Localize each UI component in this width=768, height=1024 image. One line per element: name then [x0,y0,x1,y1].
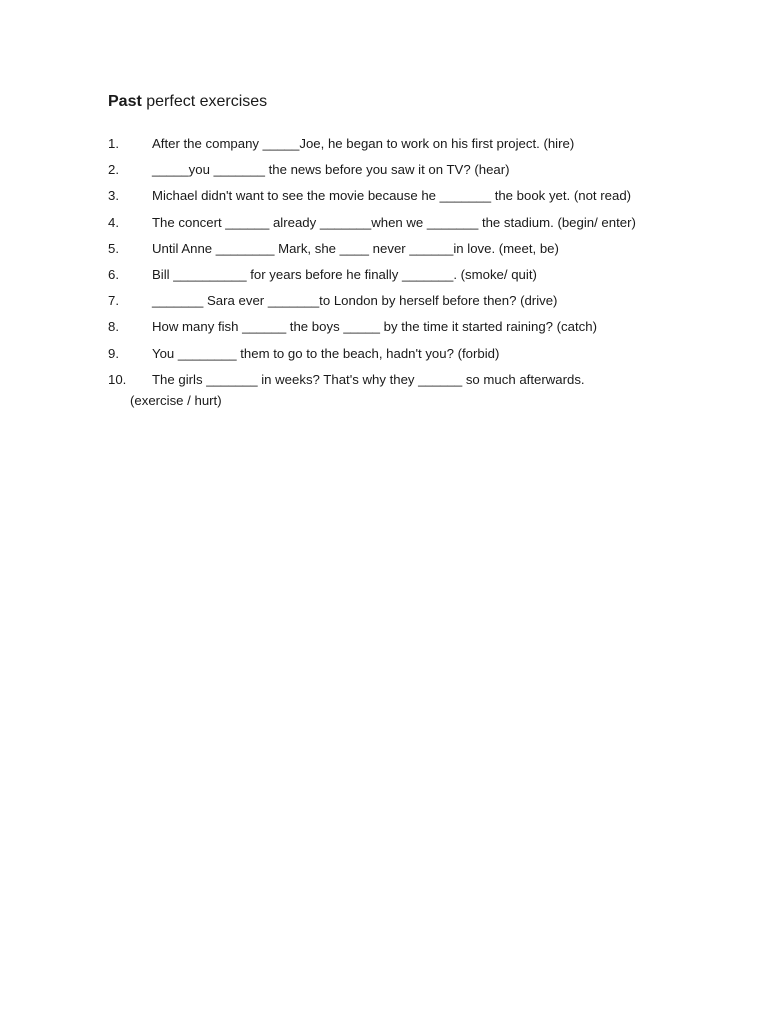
exercise-sentence: Michael didn't want to see the movie because he _______ the book yet. (not read) [152,188,632,204]
exercise-list [108,134,708,408]
exercise-item [108,317,708,343]
exercise-item [108,265,708,291]
exercise-item [108,134,708,160]
exercise-item [108,186,708,212]
exercise-number: 9. [108,345,119,361]
exercise-sentence: Bill __________ for years before he finally _______. (smoke/ quit) [152,266,537,282]
exercise-sentence: After the company _____Joe, he began to work on his first project. (hire) [152,136,575,151]
exercise-number: 2. [108,162,119,178]
exercise-sentence: _______ Sara ever _______to London by herself before then? (drive) [152,293,558,309]
exercise-sentence: _____you _______ the news before you saw it on TV? (hear) [152,162,510,178]
exercise-number: 7. [108,293,119,309]
exercise-sentence: The girls _______ in weeks? That's why they ______ so much afterwards. [152,371,585,387]
exercise-hint-continuation: (exercise / hurt) [130,392,222,408]
exercise-number: 8. [108,319,119,335]
exercise-number: 3. [108,188,119,204]
exercise-sentence: The concert ______ already _______when we _______ the stadium. (begin/ enter) [152,214,636,230]
title-bold-word: Past [108,93,142,110]
exercise-sentence: How many fish ______ the boys _____ by the time it started raining? (catch) [152,319,597,335]
exercise-number: 1. [108,136,119,151]
exercise-number: 5. [108,240,119,256]
exercise-item [108,213,708,239]
exercise-number: 10. [108,371,127,387]
exercise-item [108,344,708,370]
exercise-item [108,160,708,186]
exercise-number: 4. [108,214,119,230]
title-rest: perfect exercises [141,93,268,110]
exercise-number: 6. [108,266,119,282]
exercise-item [108,370,708,408]
exercise-item [108,239,708,265]
page-title [108,91,267,113]
exercise-item [108,291,708,317]
exercise-sentence: You ________ them to go to the beach, hadn't you? (forbid) [152,345,500,361]
exercise-sentence: Until Anne ________ Mark, she ____ never ______in love. (meet, be) [152,240,559,256]
